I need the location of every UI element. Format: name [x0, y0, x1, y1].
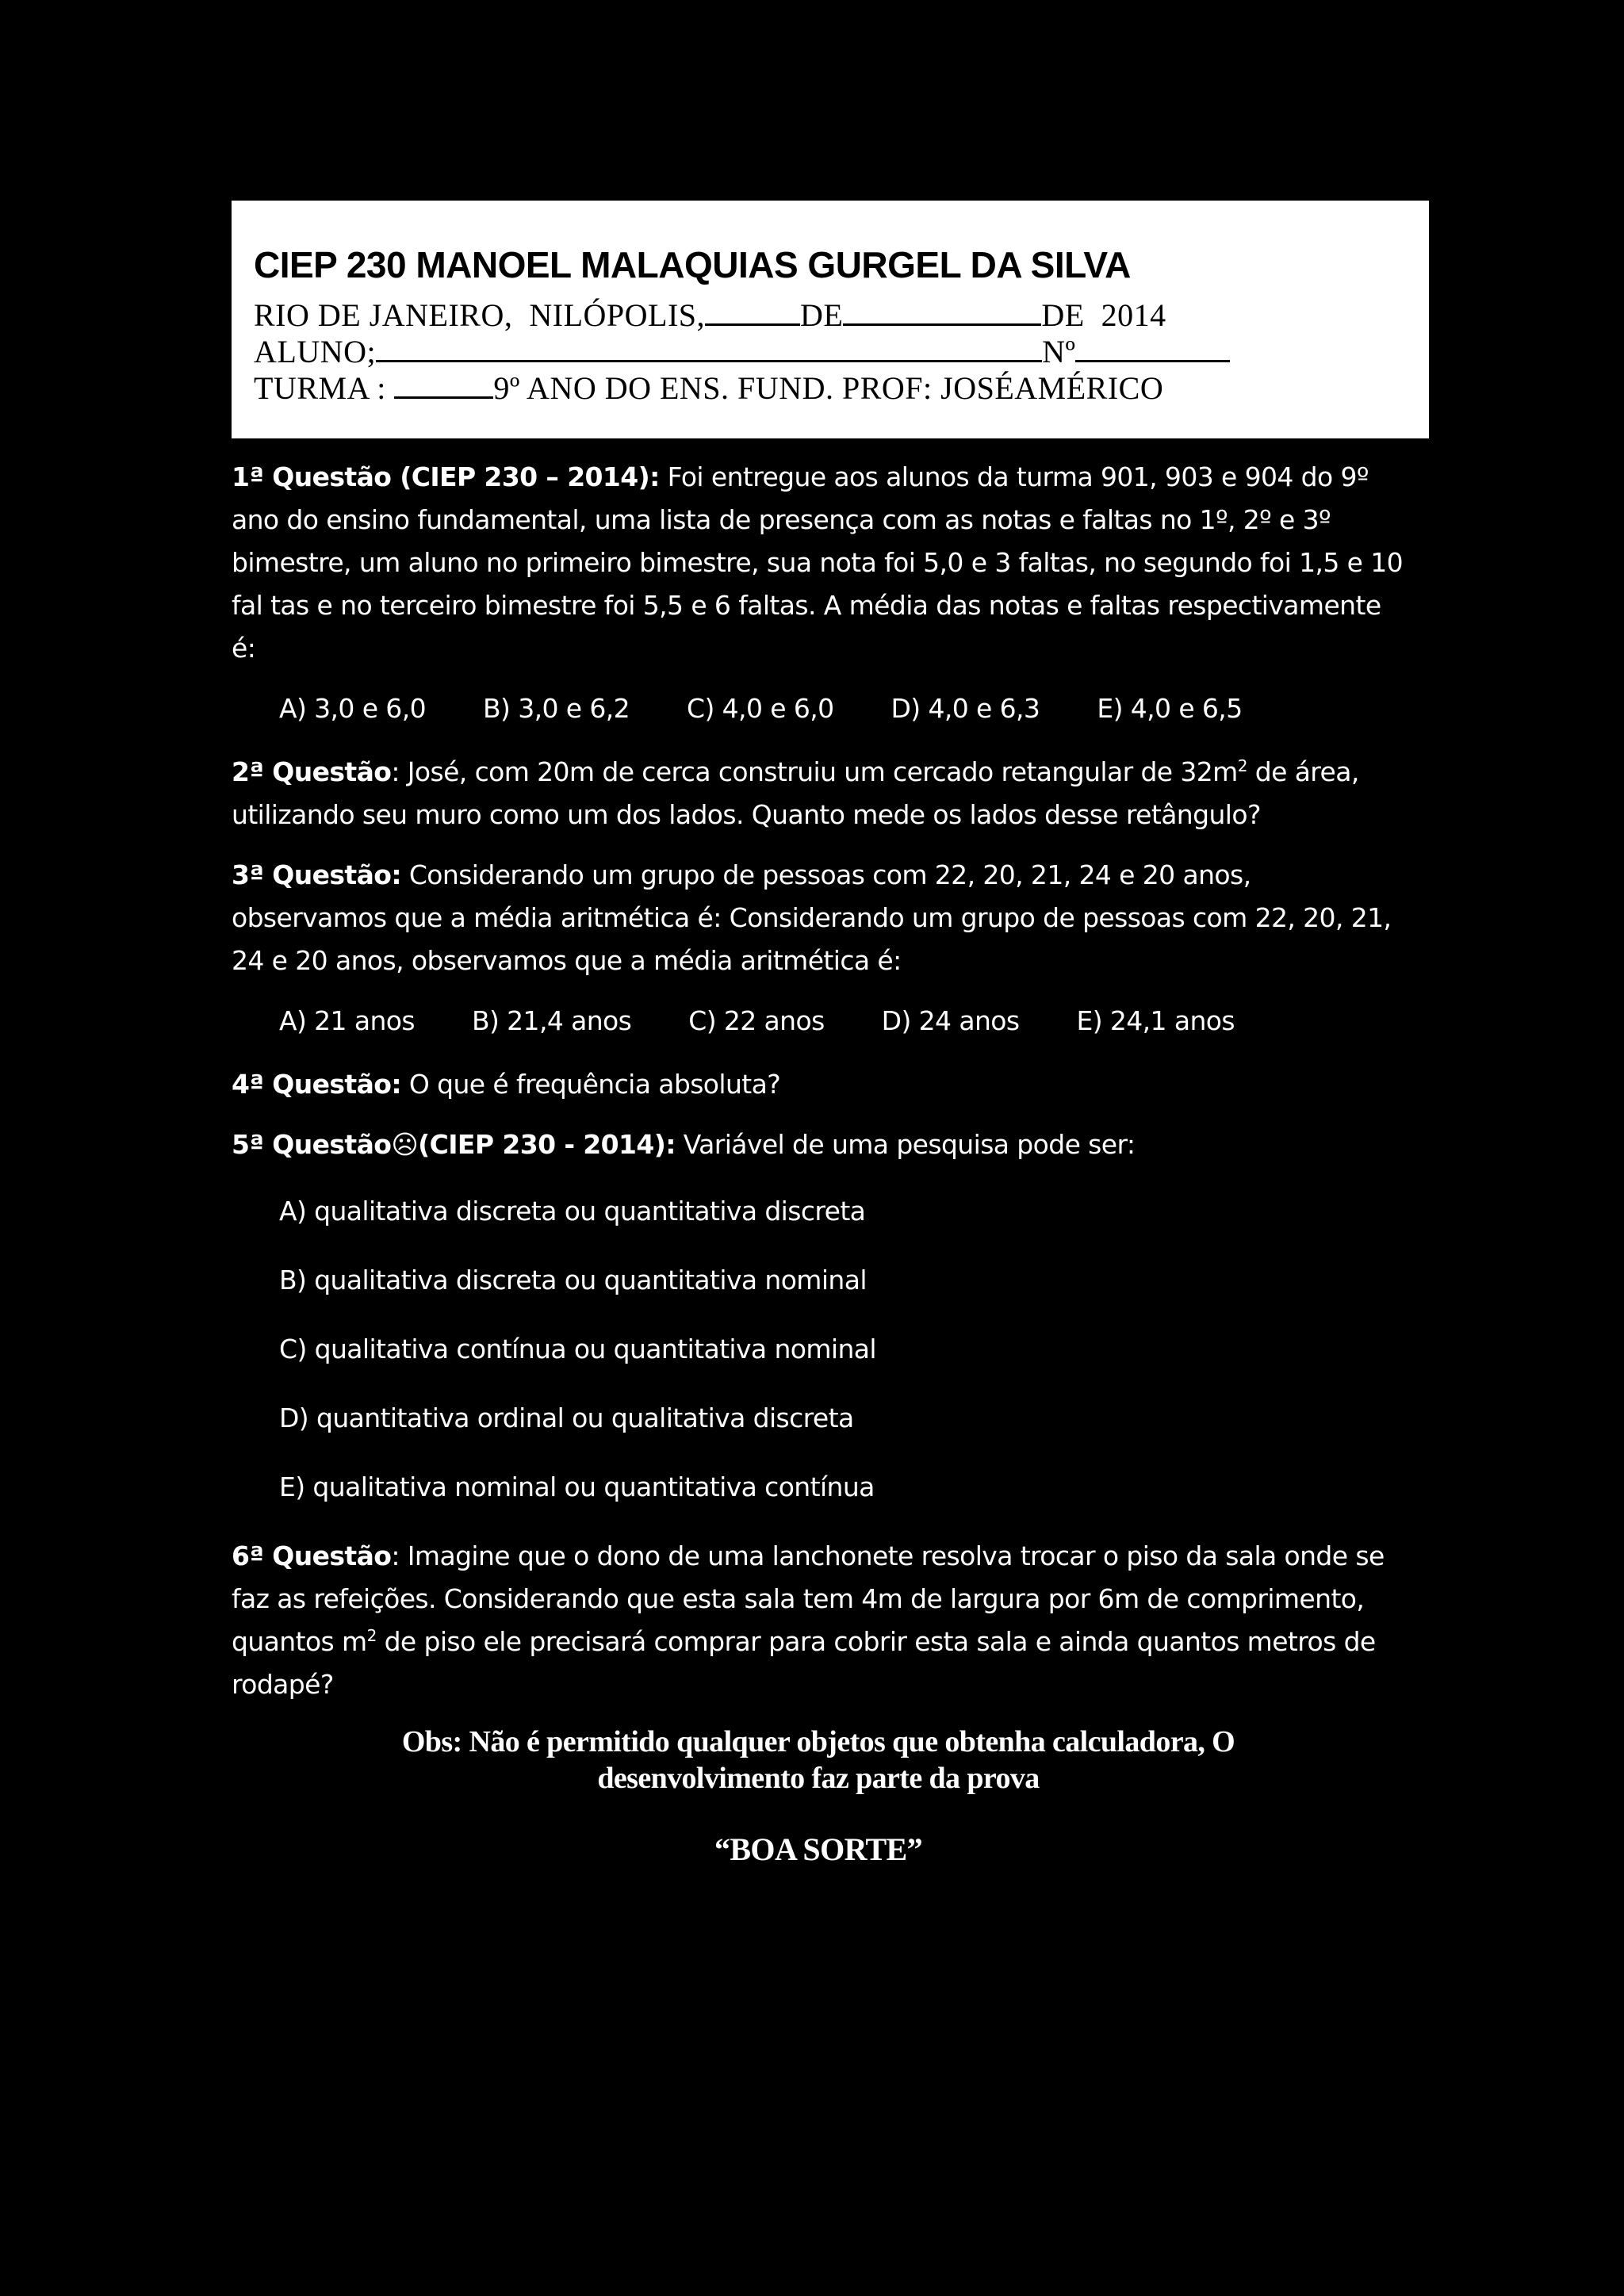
question-6-text-b: de piso ele precisará comprar para cobrir esta sala e ainda quantos metros de rodapé?: [232, 1626, 1376, 1700]
question-3-text: Considerando um grupo de pessoas com 22, 20, 21, 24 e 20 anos, observamos que a média aritmética é: Considerando um grupo de pessoas com 22, 20, 21, 24 e 20 anos, observamos que a média aritmética é:: [232, 859, 1392, 976]
question-6-text-a: : Imagine que o dono de uma lanchonete resolva trocar o piso da sala onde se faz as refeições. Considerando que esta sala tem 4m de largura por 6m de comprimento, quantos m: [232, 1540, 1385, 1657]
q3-option-b: B) 21,4 anos: [471, 1005, 632, 1036]
question-6-label: 6ª Questão: [232, 1540, 392, 1571]
q1-option-b: B) 3,0 e 6,2: [482, 693, 630, 724]
q5-option-a: A) qualitativa discreta ou quantitativa discreta: [279, 1196, 866, 1226]
q5-option-e: E) qualitativa nominal ou quantitativa contínua: [279, 1471, 875, 1502]
question-3: [232, 854, 1405, 982]
q1-option-d: D) 4,0 e 6,3: [891, 693, 1040, 724]
question-5-text: Variável de uma pesquisa pode ser:: [675, 1129, 1136, 1160]
student-line: [254, 334, 1429, 370]
question-1-options: [279, 687, 1405, 730]
de-label-2: DE 2014: [1041, 297, 1166, 333]
question-3-options: [279, 1000, 1405, 1043]
month-blank[interactable]: [843, 298, 1041, 326]
turma-blank[interactable]: [394, 371, 493, 399]
good-luck-text: “BOA SORTE”: [714, 1831, 923, 1867]
question-5-options: [279, 1190, 1405, 1509]
question-5-label: 5ª Questão☹(CIEP 230 - 2014):: [232, 1129, 676, 1160]
q1-option-e: E) 4,0 e 6,5: [1097, 693, 1243, 724]
numero-label: Nº: [1042, 334, 1076, 369]
question-3-label: 3ª Questão:: [232, 859, 401, 890]
q5-option-d: D) quantitativa ordinal ou qualitativa discreta: [279, 1402, 854, 1433]
question-4-text: O que é frequência absoluta?: [400, 1069, 781, 1100]
day-blank[interactable]: [705, 298, 800, 326]
header-box: [232, 201, 1429, 438]
city-label: RIO DE JANEIRO, NILÓPOLIS,: [254, 297, 706, 333]
question-2-label: 2ª Questão: [232, 756, 392, 787]
q3-option-d: D) 24 anos: [881, 1005, 1020, 1036]
number-blank[interactable]: [1075, 335, 1230, 362]
aluno-label: ALUNO;: [254, 334, 377, 369]
student-name-blank[interactable]: [376, 335, 1042, 362]
question-4-label: 4ª Questão:: [232, 1069, 401, 1100]
q3-option-a: A) 21 anos: [279, 1005, 415, 1036]
question-1: [232, 456, 1405, 670]
de-label-1: DE: [800, 297, 844, 333]
question-4: [232, 1063, 1405, 1106]
q5-option-b: B) qualitativa discreta ou quantitativa nominal: [279, 1265, 867, 1295]
date-line: [254, 297, 1429, 334]
question-6-sup: 2: [366, 1626, 377, 1645]
exam-content: [232, 456, 1405, 1871]
question-6: [232, 1535, 1405, 1706]
question-1-label: 1ª Questão (CIEP 230 – 2014):: [232, 461, 660, 492]
q5-option-c: C) qualitativa contínua ou quantitativa nominal: [279, 1334, 876, 1364]
turma-info: 9º ANO DO ENS. FUND. PROF: JOSÉAMÉRICO: [493, 370, 1164, 406]
q1-option-c: C) 4,0 e 6,0: [687, 693, 834, 724]
question-2-sup: 2: [1237, 756, 1247, 775]
q3-option-c: C) 22 anos: [688, 1005, 825, 1036]
question-5: [232, 1123, 1405, 1166]
question-2-text-a: : José, com 20m de cerca construiu um cercado retangular de 32m: [391, 756, 1238, 787]
question-2: [232, 751, 1405, 836]
school-name: CIEP 230 MANOEL MALAQUIAS GURGEL DA SILVA: [254, 244, 1131, 285]
turma-label: TURMA :: [254, 370, 395, 406]
question-1-text: Foi entregue aos alunos da turma 901, 903 e 904 do 9º ano do ensino fundamental, uma lista de presença com as notas e faltas no 1º, 2º e 3º bimestre, um aluno no primeiro bimestre, sua nota foi 5,0 e 3 faltas, no segundo foi 1,5 e 10 fal tas e no terceiro bimestre foi 5,5 e 6 faltas. A média das notas e faltas respectivamente é:: [232, 461, 1404, 664]
q3-option-e: E) 24,1 anos: [1076, 1005, 1235, 1036]
observation-note: Obs: Não é permitido qualquer objetos que obtenha calculadora, O desenvolvimento faz parte da prova: [401, 1725, 1235, 1795]
q1-option-a: A) 3,0 e 6,0: [279, 693, 426, 724]
class-line: [254, 370, 1429, 407]
question-2-text-b: de área, utilizando seu muro como um dos lados. Quanto mede os lados desse retângulo?: [232, 756, 1359, 830]
